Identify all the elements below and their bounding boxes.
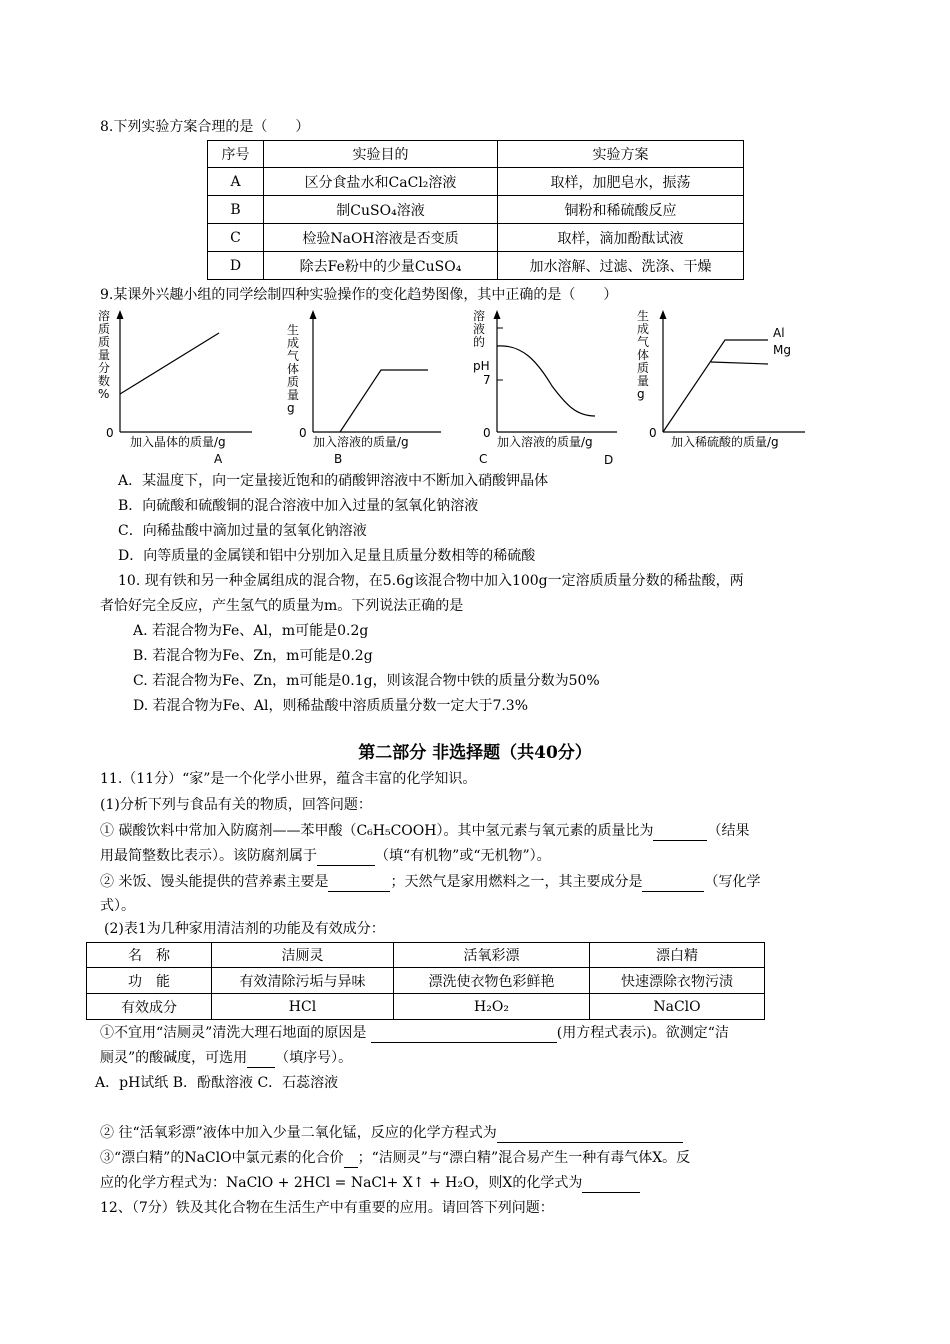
svg-text:质: 质 <box>98 335 111 349</box>
graph-a-xlabel: 加入晶体的质量/g <box>130 435 226 449</box>
graph-a-origin: 0 <box>106 426 114 440</box>
graph-a-ylabel <box>98 308 110 401</box>
q11-s1: ①不宜用“洁厕灵”清洗大理石地面的原因是 (用方程式表示)。欲测定“洁 <box>100 1025 729 1041</box>
q8-row-d-plan: 加水溶解、过滤、洗涤、干燥 <box>498 252 744 280</box>
q11-table-name-label: 名 称 <box>87 943 212 968</box>
graph-c-xlabel: 加入溶液的质量/g <box>497 435 593 449</box>
q11-part1: (1)分析下列与食品有关的物质，回答问题： <box>100 797 372 813</box>
svg-text:生: 生 <box>637 309 650 323</box>
svg-text:液: 液 <box>473 322 486 336</box>
q10-option-d: D. 若混合物为Fe、Al，则稀盐酸中溶质质量分数一定大于7.3% <box>133 698 529 714</box>
svg-text:质: 质 <box>637 361 650 375</box>
svg-text:g: g <box>287 401 295 415</box>
q9-option-a: A．某温度下，向一定量接近饱和的硝酸钾溶液中不断加入硝酸钾晶体 <box>118 473 549 489</box>
graph-d-series-al <box>663 340 768 432</box>
svg-text:量: 量 <box>98 348 111 362</box>
svg-text:成: 成 <box>287 336 300 350</box>
q11-table-comp-1: HCl <box>212 994 394 1020</box>
q8-stem: 8.下列实验方案合理的是（ ） <box>100 119 310 135</box>
q8-row-c-plan: 取样，滴加酚酞试液 <box>498 224 744 252</box>
graph-c-tick-7: 7 <box>483 373 491 387</box>
svg-text:生: 生 <box>287 323 300 337</box>
graph-d <box>633 306 813 451</box>
svg-text:数: 数 <box>98 374 111 388</box>
graph-d-xlabel: 加入稀硫酸的质量/g <box>671 435 779 449</box>
q8-row-d-purpose: 除去Fe粉中的少量CuSO₄ <box>264 252 498 280</box>
q9-option-c: C．向稀盐酸中滴加过量的氢氧化钠溶液 <box>118 523 367 539</box>
q8-table <box>207 140 744 280</box>
graph-a-letter: A <box>214 452 223 466</box>
q8-header-purpose: 实验目的 <box>264 141 498 168</box>
svg-text:成: 成 <box>637 322 650 336</box>
answer-blank <box>344 1149 358 1168</box>
q8-row-b-plan: 铜粉和稀硫酸反应 <box>498 196 744 224</box>
graph-b-ylabel <box>287 322 299 415</box>
q8-row-a-purpose: 区分食盐水和CaCl₂溶液 <box>264 168 498 196</box>
q8-row-c-purpose: 检验NaOH溶液是否变质 <box>264 224 498 252</box>
graph-d-origin: 0 <box>649 426 657 440</box>
svg-text:量: 量 <box>287 388 300 402</box>
answer-blank <box>247 1049 275 1068</box>
graph-b-letter: B <box>334 452 343 466</box>
q11-table-func-label: 功 能 <box>87 968 212 994</box>
svg-text:气: 气 <box>637 335 650 349</box>
q8-row-b-no: B <box>208 196 264 224</box>
q11-s4: ② 往“活氧彩漂”液体中加入少量二氧化锰，反应的化学方程式为 <box>100 1124 683 1143</box>
graph-a <box>92 306 262 466</box>
q11-table-comp-3: NaClO <box>590 994 765 1020</box>
q11-s5: ③“漂白精”的NaClO中氯元素的化合价 ；“洁厕灵”与“漂白精”混合易产生一种有毒气体X。反 <box>100 1150 691 1166</box>
q9-option-b: B．向硫酸和硫酸铜的混合溶液中加入过量的氢氧化钠溶液 <box>118 498 479 514</box>
q11-table-name-1: 洁厕灵 <box>212 943 394 968</box>
graph-d-label-al: Al <box>773 326 785 340</box>
answer-blank <box>497 1124 683 1143</box>
q8-row-a-no: A <box>208 168 264 196</box>
q11-line3: ② 米饭、馒头能提供的营养素主要是 ；天然气是家用燃料之一，其主要成分是 （写化学 <box>100 874 761 890</box>
part2-heading: 第二部分 非选择题（共40分） <box>358 743 592 763</box>
graph-c-origin: 0 <box>483 426 491 440</box>
q8-header-plan: 实验方案 <box>498 141 744 168</box>
q11-stem: 11.（11分）“家”是一个化学小世界，蕴含丰富的化学知识。 <box>100 771 477 787</box>
q11-table-func-2: 漂洗使衣物色彩鲜艳 <box>394 968 590 994</box>
q10-stem-line1: 10. 现有铁和另一种金属组成的混合物，在5.6g该混合物中加入100g一定溶质质量分数的稀盐酸，两 <box>118 573 744 589</box>
q10-option-b: B. 若混合物为Fe、Zn，m可能是0.2g <box>133 648 373 664</box>
q10-stem-line2: 者恰好完全反应，产生氢气的质量为m。下列说法正确的是 <box>100 598 464 614</box>
svg-text:质: 质 <box>98 322 111 336</box>
svg-text:质: 质 <box>287 375 300 389</box>
q11-line1: ① 碳酸饮料中常加入防腐剂——苯甲酸（C₆H₅COOH）。其中氢元素与氧元素的质量比为 （结果 <box>100 823 750 839</box>
graph-a-curve <box>120 333 219 394</box>
graph-b-origin: 0 <box>299 426 307 440</box>
q12-stem: 12、（7分）铁及其化合物在生活生产中有重要的应用。请回答下列问题： <box>100 1200 554 1216</box>
answer-blank <box>653 822 707 841</box>
q8-row-d-no: D <box>208 252 264 280</box>
q8-row-a-plan: 取样，加肥皂水，振荡 <box>498 168 744 196</box>
svg-text:的: 的 <box>473 335 486 349</box>
svg-text:气: 气 <box>287 349 300 363</box>
svg-text:溶: 溶 <box>98 309 111 323</box>
q8-header-no: 序号 <box>208 141 264 168</box>
q11-line4: 式）。 <box>100 898 135 914</box>
svg-text:体: 体 <box>287 362 300 376</box>
q8-row-c-no: C <box>208 224 264 252</box>
answer-blank <box>582 1174 640 1193</box>
q11-table-comp-label: 有效成分 <box>87 994 212 1020</box>
q10-option-a: A. 若混合物为Fe、Al，m可能是0.2g <box>133 623 369 639</box>
graph-b <box>283 306 453 466</box>
q11-s2: 厕灵”的酸碱度，可选用 （填序号）。 <box>100 1050 353 1066</box>
graph-b-curve <box>340 370 428 432</box>
graph-c <box>467 306 632 466</box>
q11-table-comp-2: H₂O₂ <box>394 994 590 1020</box>
svg-text:量: 量 <box>637 374 650 388</box>
svg-text:分: 分 <box>98 361 111 375</box>
svg-text:溶: 溶 <box>473 309 486 323</box>
q8-row-b-purpose: 制CuSO₄溶液 <box>264 196 498 224</box>
answer-blank <box>328 873 390 892</box>
q11-table-name-3: 漂白精 <box>590 943 765 968</box>
answer-blank <box>317 847 375 866</box>
graph-c-ylabel <box>473 308 490 373</box>
graph-d-letter: D <box>604 453 614 467</box>
answer-blank <box>371 1024 557 1043</box>
svg-text:pH: pH <box>473 359 490 373</box>
q11-part2: (2)表1为几种家用清洁剂的功能及有效成分： <box>104 921 385 937</box>
answer-blank <box>642 873 704 892</box>
q11-table-func-1: 有效清除污垢与异味 <box>212 968 394 994</box>
q11-table-func-3: 快速漂除衣物污渍 <box>590 968 765 994</box>
q11-table-name-2: 活氧彩漂 <box>394 943 590 968</box>
svg-text:体: 体 <box>637 348 650 362</box>
graph-b-xlabel: 加入溶液的质量/g <box>313 435 409 449</box>
graph-c-curve <box>497 346 595 416</box>
graph-d-series-mg <box>711 362 768 364</box>
graph-d-label-mg: Mg <box>773 343 791 357</box>
q11-s3: A．pH试纸 B．酚酞溶液 C．石蕊溶液 <box>95 1075 339 1091</box>
svg-text:%: % <box>98 387 110 401</box>
q9-stem: 9.某课外兴趣小组的同学绘制四种实验操作的变化趋势图像，其中正确的是（ ） <box>100 287 618 303</box>
q11-s6: 应的化学方程式为：NaClO + 2HCl = NaCl+ X↑ + H₂O，则X的化学式为 <box>100 1174 640 1193</box>
q11-table <box>86 942 765 1020</box>
graph-d-ylabel <box>637 308 649 401</box>
graph-c-letter: C <box>479 452 488 466</box>
q10-option-c: C. 若混合物为Fe、Zn，m可能是0.1g，则该混合物中铁的质量分数为50% <box>133 673 600 689</box>
q9-option-d: D．向等质量的金属镁和铝中分别加入足量且质量分数相等的稀硫酸 <box>118 548 536 564</box>
q11-line2: 用最简整数比表示）。该防腐剂属于 （填“有机物”或“无机物”）。 <box>100 848 551 864</box>
svg-text:g: g <box>637 387 645 401</box>
